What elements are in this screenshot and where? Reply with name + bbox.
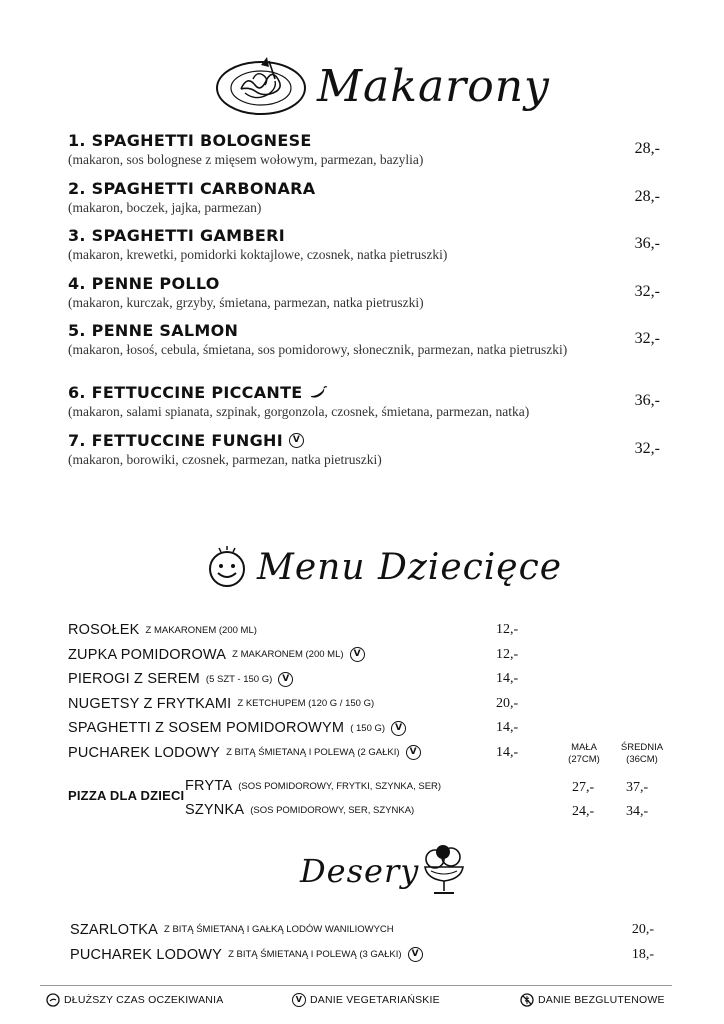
menu-item xyxy=(68,618,519,643)
menu-item xyxy=(68,741,519,766)
item-price: 32,- xyxy=(634,282,660,300)
item-description: (makaron, borowiki, czosnek, parmezan, natka pietruszki) xyxy=(68,451,382,467)
item-price: 18,- xyxy=(631,946,654,962)
legend-vegetarian xyxy=(292,993,440,1007)
item-price: 36,- xyxy=(634,235,660,252)
item-details: Z BITĄ ŚMIETANĄ I POLEWĄ (2 GAŁKI) xyxy=(226,747,400,759)
item-name xyxy=(68,430,668,452)
size-small-header: MAŁA (27CM) xyxy=(568,742,600,765)
item-name: NUGETSY Z FRYTKAMI xyxy=(68,695,232,712)
item-name-text: 7. FETTUCCINE FUNGHI xyxy=(68,430,283,450)
item-price: 12,- xyxy=(496,622,519,638)
item-name: FRYTA xyxy=(185,778,233,794)
dessert-section-header xyxy=(300,843,469,899)
pasta-section-title: Makarony xyxy=(317,60,550,112)
item-name xyxy=(68,225,668,247)
ice-cream-cup-icon xyxy=(419,843,469,899)
clock-icon xyxy=(46,993,60,1007)
item-details: Z MAKARONEM (200 ML) xyxy=(145,624,257,636)
kids-section-header xyxy=(205,545,562,589)
menu-item xyxy=(68,716,519,741)
size-medium-header: ŚREDNIA (36CM) xyxy=(620,742,664,765)
legend-vegetarian-text: DANIE VEGETARIAŃSKIE xyxy=(310,994,440,1006)
item-details: (5 SZT - 150 G) xyxy=(205,673,273,685)
item-name: ZUPKA POMIDOROWA xyxy=(68,646,227,663)
item-price: 20,- xyxy=(496,695,519,711)
dessert-section-title: Desery xyxy=(300,852,420,890)
item-description: (makaron, sos bolognese z mięsem wołowym, parmezan, bazylia) xyxy=(68,152,424,167)
menu-item xyxy=(68,225,668,273)
menu-item xyxy=(70,917,660,942)
vegetarian-icon: V xyxy=(278,672,293,687)
item-details: ( 150 G) xyxy=(350,722,386,734)
legend-wait xyxy=(46,993,223,1007)
item-name: SPAGHETTI Z SOSEM POMIDOROWYM xyxy=(68,720,345,737)
item-name: PUCHAREK LODOWY xyxy=(70,946,223,963)
item-price: 20,- xyxy=(631,921,654,937)
menu-item xyxy=(68,692,519,717)
item-name xyxy=(68,320,668,342)
item-details: Z KETCHUPEM (120 G / 150 G) xyxy=(237,698,375,710)
gluten-free-icon xyxy=(520,993,534,1007)
pizza-item xyxy=(185,802,414,818)
vegetarian-icon: V xyxy=(292,993,306,1007)
vegetarian-icon: V xyxy=(408,947,423,962)
item-name-text: 5. PENNE SALMON xyxy=(68,321,239,340)
menu-item xyxy=(68,643,519,668)
item-name-text: 6. FETTUCCINE PICCANTE xyxy=(68,383,303,402)
menu-item xyxy=(68,130,668,178)
item-details: (SOS POMIDOROWY, SER, SZYNKA) xyxy=(250,804,415,816)
kids-section-title: Menu Dziecięce xyxy=(257,546,563,588)
item-price: 32,- xyxy=(634,439,660,457)
item-name xyxy=(68,178,668,200)
item-name-text: 1. SPAGHETTI BOLOGNESE xyxy=(68,131,312,150)
item-name: ROSOŁEK xyxy=(68,622,140,639)
vegetarian-icon: V xyxy=(406,745,421,760)
item-name-text: 4. PENNE POLLO xyxy=(68,273,220,293)
item-description: (makaron, krewetki, pomidorki koktajlowe, czosnek, natka pietruszki) xyxy=(68,247,448,262)
pasta-section-header xyxy=(215,55,550,117)
vegetarian-icon: V xyxy=(350,647,365,662)
chili-pepper-icon xyxy=(309,386,327,400)
dessert-list xyxy=(70,917,660,967)
kids-pizza-label: PIZZA DLA DZIECI xyxy=(68,788,185,803)
menu-item xyxy=(68,273,668,321)
smiley-face-icon xyxy=(205,545,249,589)
item-name: PIEROGI Z SEREM xyxy=(68,671,200,688)
item-details: Z BITĄ ŚMIETANĄ I POLEWĄ (3 GAŁKI) xyxy=(228,949,402,960)
menu-item xyxy=(70,942,660,967)
legend-gluten-free xyxy=(520,993,665,1007)
item-price: 14,- xyxy=(496,671,519,687)
menu-item xyxy=(68,320,668,382)
item-price: 32,- xyxy=(634,330,660,347)
item-price: 14,- xyxy=(496,744,519,760)
menu-item xyxy=(68,430,668,478)
item-description: (makaron, salami spianata, szpinak, gorgonzola, czosnek, śmietana, parmezan, natka) xyxy=(68,404,530,419)
menu-item xyxy=(68,667,519,692)
price-small: 24,- xyxy=(572,804,595,819)
price-medium: 37,- xyxy=(626,780,649,795)
kids-list xyxy=(68,618,519,765)
item-description: (makaron, boczek, jajka, parmezan) xyxy=(68,199,262,215)
item-name: PUCHAREK LODOWY xyxy=(68,744,221,761)
item-name xyxy=(68,130,668,152)
item-price: 36,- xyxy=(634,392,660,409)
vegetarian-icon: V xyxy=(391,721,406,736)
pizza-item xyxy=(185,778,441,794)
footer-divider xyxy=(40,985,672,986)
pasta-list xyxy=(68,130,668,477)
price-medium: 34,- xyxy=(626,804,649,819)
item-description: (makaron, łosoś, cebula, śmietana, sos pomidorowy, słonecznik, parmezan, natka pietruszki) xyxy=(68,342,568,357)
item-name: SZYNKA xyxy=(185,802,245,818)
item-description: (makaron, kurczak, grzyby, śmietana, parmezan, natka pietruszki) xyxy=(68,294,424,310)
legend-gluten-free-text: DANIE BEZGLUTENOWE xyxy=(538,994,665,1006)
item-price: 12,- xyxy=(496,646,519,662)
item-price: 14,- xyxy=(496,720,519,736)
pasta-plate-icon xyxy=(215,55,307,117)
vegetarian-icon: V xyxy=(289,433,304,448)
price-small: 27,- xyxy=(572,780,595,795)
item-name-text: 3. SPAGHETTI GAMBERI xyxy=(68,226,285,245)
legend-wait-text: DŁUŻSZY CZAS OCZEKIWANIA xyxy=(64,994,224,1006)
item-details: Z MAKARONEM (200 ML) xyxy=(232,649,344,661)
item-name: SZARLOTKA xyxy=(70,921,159,938)
item-price: 28,- xyxy=(634,140,660,157)
menu-item xyxy=(68,178,668,226)
item-name xyxy=(68,273,668,295)
menu-item xyxy=(68,382,668,430)
item-details: Z BITĄ ŚMIETANĄ I GAŁKĄ LODÓW WANILIOWYCH xyxy=(164,924,394,935)
item-details: (SOS POMIDOROWY, FRYTKI, SZYNKA, SER) xyxy=(238,780,442,792)
item-name xyxy=(68,382,668,404)
item-name-text: 2. SPAGHETTI CARBONARA xyxy=(68,178,316,198)
item-price: 28,- xyxy=(634,187,660,205)
